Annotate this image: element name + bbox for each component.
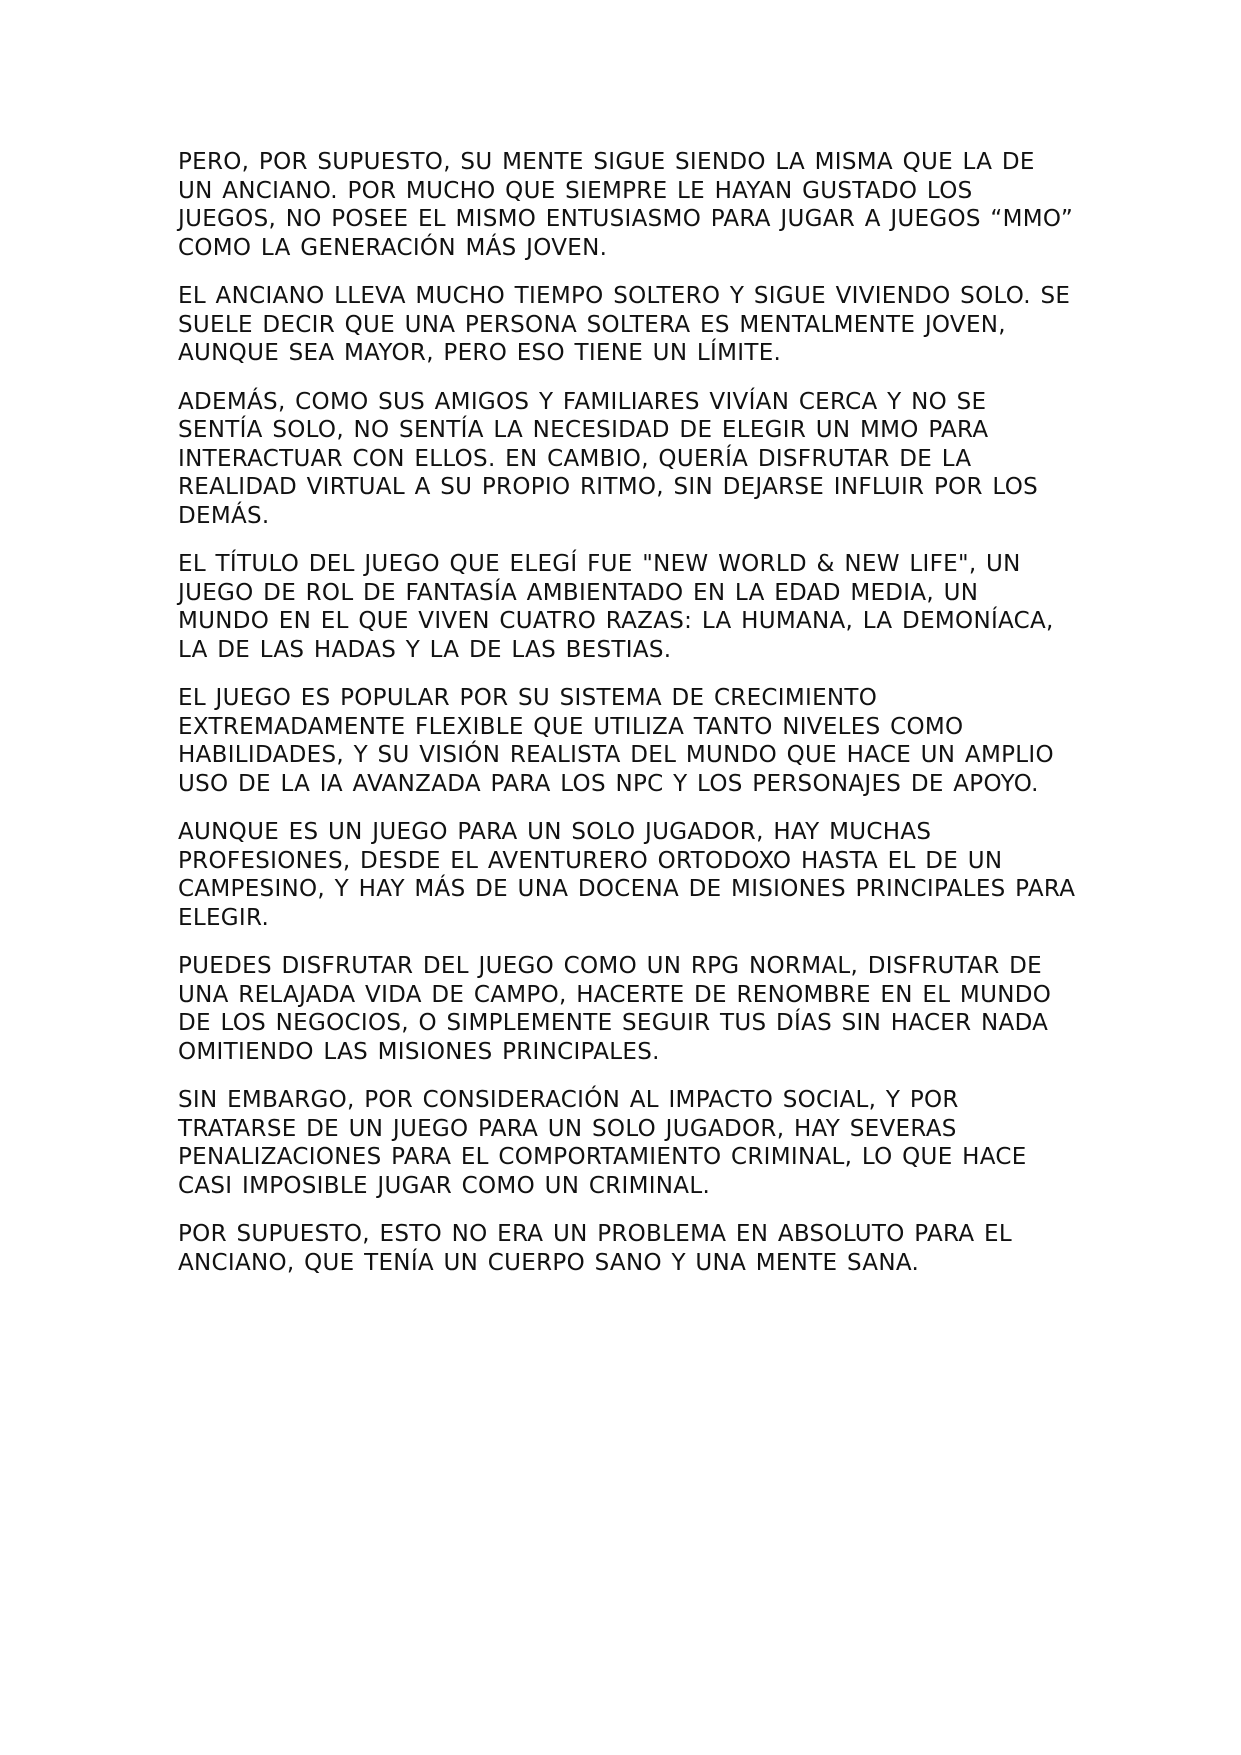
paragraph: PERO, POR SUPUESTO, SU MENTE SIGUE SIENDO LA MISMA QUE LA DE UN ANCIANO. POR MUCHO QUE SIEMPRE LE HAYAN GUSTADO LOS JUEGOS, NO POSEE EL MISMO ENTUSIASMO PARA JUGAR A JUEGOS “MMO” COMO LA GENERACIÓN MÁS JOVEN. [178,149,1074,261]
paragraph: POR SUPUESTO, ESTO NO ERA UN PROBLEMA EN ABSOLUTO PARA EL ANCIANO, QUE TENÍA UN CUERPO SANO Y UNA MENTE SANA. [178,1221,1012,1276]
paragraph: EL ANCIANO LLEVA MUCHO TIEMPO SOLTERO Y SIGUE VIVIENDO SOLO. SE SUELE DECIR QUE UNA PERSONA SOLTERA ES MENTALMENTE JOVEN, AUNQUE SEA MAYOR, PERO ESO TIENE UN LÍMITE. [178,283,1071,366]
text-body [178,148,1078,1297]
paragraph: AUNQUE ES UN JUEGO PARA UN SOLO JUGADOR, HAY MUCHAS PROFESIONES, DESDE EL AVENTURERO ORTODOXO HASTA EL DE UN CAMPESINO, Y HAY MÁS DE UNA DOCENA DE MISIONES PRINCIPALES PARA ELEGIR. [178,819,1076,931]
paragraph: EL JUEGO ES POPULAR POR SU SISTEMA DE CRECIMIENTO EXTREMADAMENTE FLEXIBLE QUE UTILIZA TANTO NIVELES COMO HABILIDADES, Y SU VISIÓN REALISTA DEL MUNDO QUE HACE UN AMPLIO USO DE LA IA AVANZADA PARA LOS NPC Y LOS PERSONAJES DE APOYO. [178,685,1054,797]
paragraph: EL TÍTULO DEL JUEGO QUE ELEGÍ FUE "NEW WORLD & NEW LIFE", UN JUEGO DE ROL DE FANTASÍA AMBIENTADO EN LA EDAD MEDIA, UN MUNDO EN EL QUE VIVEN CUATRO RAZAS: LA HUMANA, LA DEMONÍACA, LA DE LAS HADAS Y LA DE LAS BESTIAS. [178,551,1054,663]
paragraph: PUEDES DISFRUTAR DEL JUEGO COMO UN RPG NORMAL, DISFRUTAR DE UNA RELAJADA VIDA DE CAMPO, HACERTE DE RENOMBRE EN EL MUNDO DE LOS NEGOCIOS, O SIMPLEMENTE SEGUIR TUS DÍAS SIN HACER NADA OMITIENDO LAS MISIONES PRINCIPALES. [178,953,1052,1065]
paragraph: SIN EMBARGO, POR CONSIDERACIÓN AL IMPACTO SOCIAL, Y POR TRATARSE DE UN JUEGO PARA UN SOLO JUGADOR, HAY SEVERAS PENALIZACIONES PARA EL COMPORTAMIENTO CRIMINAL, LO QUE HACE CASI IMPOSIBLE JUGAR COMO UN CRIMINAL. [178,1087,1027,1199]
paragraph: ADEMÁS, COMO SUS AMIGOS Y FAMILIARES VIVÍAN CERCA Y NO SE SENTÍA SOLO, NO SENTÍA LA NECESIDAD DE ELEGIR UN MMO PARA INTERACTUAR CON ELLOS. EN CAMBIO, QUERÍA DISFRUTAR DE LA REALIDAD VIRTUAL A SU PROPIO RITMO, SIN DEJARSE INFLUIR POR LOS DEMÁS. [178,388,1039,529]
